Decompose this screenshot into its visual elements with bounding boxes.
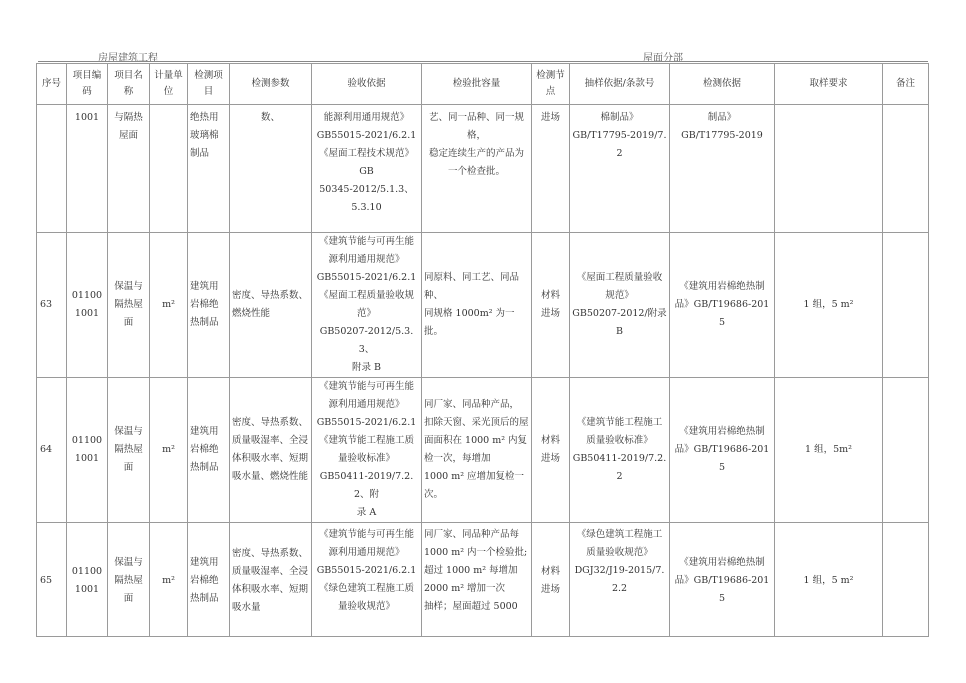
- cell-item: 建筑用 岩棉绝 热制品: [188, 378, 230, 523]
- col-header-seq: 序号: [37, 64, 67, 105]
- cell-node: 材料 进场: [532, 523, 570, 637]
- cell-seq: 64: [37, 378, 67, 523]
- cell-unit: m²: [150, 378, 188, 523]
- cell-code: 1001: [67, 105, 108, 233]
- cell-basis: 《建筑节能与可再生能 源利用通用规范》 GB55015-2021/6.2.1 《屋面工程质量验收规 范》 GB50207-2012/5.3.3、 附录 B: [312, 233, 422, 378]
- cell-note: [883, 105, 929, 233]
- cell-note: [883, 523, 929, 637]
- col-header-item: 检测项目: [188, 64, 230, 105]
- table-row: [37, 233, 929, 378]
- cell-code: 01100 1001: [67, 378, 108, 523]
- cell-node: 进场: [532, 105, 570, 233]
- cell-capacity: 同原料、同工艺、同品种、 同规格 1000m² 为一批。: [422, 233, 532, 378]
- col-header-note: 备注: [883, 64, 929, 105]
- cell-params: 密度、导热系数、 质量吸湿率、全浸 体积吸水率、短期 吸水量、燃烧性能: [230, 378, 312, 523]
- cell-requirement: [775, 105, 883, 233]
- col-header-method: 检测依据: [670, 64, 775, 105]
- cell-seq: [37, 105, 67, 233]
- document-section-title: 房屋建筑工程: [98, 53, 158, 64]
- col-header-capacity: 检验批容量: [422, 64, 532, 105]
- cell-basis: 《建筑节能与可再生能 源利用通用规范》 GB55015-2021/6.2.1 《绿色建筑工程施工质 量验收规范》: [312, 523, 422, 637]
- cell-method: 制品》 GB/T17795-2019: [670, 105, 775, 233]
- table-row: [37, 105, 929, 233]
- cell-sampling: 棉制品》 GB/T17795-2019/7. 2: [570, 105, 670, 233]
- col-header-sampling: 抽样依据/条款号: [570, 64, 670, 105]
- cell-params: 数、: [230, 105, 312, 233]
- table-row: [37, 523, 929, 637]
- cell-basis: 能源利用通用规范》 GB55015-2021/6.2.1 《屋面工程技术规范》 GB 50345-2012/5.1.3、 5.3.10: [312, 105, 422, 233]
- col-header-unit: 计量单位: [150, 64, 188, 105]
- cell-name: 保温与 隔热屋 面: [108, 378, 150, 523]
- cell-seq: 65: [37, 523, 67, 637]
- cell-seq: 63: [37, 233, 67, 378]
- cell-method: 《建筑用岩棉绝热制 品》GB/T19686-2015: [670, 523, 775, 637]
- cell-sampling: 《绿色建筑工程施工 质量验收规范》 DGJ32/J19-2015/7. 2.2: [570, 523, 670, 637]
- col-header-node: 检测节点: [532, 64, 570, 105]
- cell-capacity: 艺、同一品种、同一规格， 稳定连续生产的产品为 一个检查批。: [422, 105, 532, 233]
- cell-unit: m²: [150, 523, 188, 637]
- cell-name: 与隔热 屋面: [108, 105, 150, 233]
- cell-requirement: 1 组，5 m²: [775, 233, 883, 378]
- col-header-basis: 验收依据: [312, 64, 422, 105]
- cell-requirement: 1 组，5 m²: [775, 523, 883, 637]
- cell-note: [883, 378, 929, 523]
- cell-sampling: 《屋面工程质量验收 规范》 GB50207-2012/附录 B: [570, 233, 670, 378]
- cell-name: 保温与 隔热屋 面: [108, 233, 150, 378]
- col-header-params: 检测参数: [230, 64, 312, 105]
- cell-item: 建筑用 岩棉绝 热制品: [188, 233, 230, 378]
- document-subsection-title: 屋面分部: [643, 53, 683, 64]
- cell-requirement: 1 组，5m²: [775, 378, 883, 523]
- cell-capacity: 同厂家、同品种产品， 扣除天窗、采光顶后的屋 面面积在 1000 m² 内复 检一次，每增加 1000 m² 应增加复检一次。: [422, 378, 532, 523]
- cell-node: 材料 进场: [532, 233, 570, 378]
- cell-node: 材料 进场: [532, 378, 570, 523]
- cell-unit: m²: [150, 233, 188, 378]
- cell-method: 《建筑用岩棉绝热制 品》GB/T19686-2015: [670, 378, 775, 523]
- cell-item: 建筑用 岩棉绝 热制品: [188, 523, 230, 637]
- col-header-code: 项目编码: [67, 64, 108, 105]
- cell-params: 密度、导热系数、 质量吸湿率、全浸 体积吸水率、短期 吸水量: [230, 523, 312, 637]
- inspection-table: [36, 63, 929, 637]
- cell-code: 01100 1001: [67, 523, 108, 637]
- header-rule: [38, 61, 928, 62]
- cell-code: 01100 1001: [67, 233, 108, 378]
- cell-note: [883, 233, 929, 378]
- col-header-name: 项目名称: [108, 64, 150, 105]
- cell-unit: [150, 105, 188, 233]
- cell-basis: 《建筑节能与可再生能 源利用通用规范》 GB55015-2021/6.2.1 《建筑节能工程施工质 量验收标准》 GB50411-2019/7.2.2、附 录 A: [312, 378, 422, 523]
- cell-capacity: 同厂家、同品种产品每 1000 m² 内一个检验批; 超过 1000 m² 每增加 2000 m² 增加一次 抽样；屋面超过 5000: [422, 523, 532, 637]
- col-header-requirement: 取样要求: [775, 64, 883, 105]
- cell-params: 密度、导热系数、 燃烧性能: [230, 233, 312, 378]
- cell-sampling: 《建筑节能工程施工 质量验收标准》 GB50411-2019/7.2. 2: [570, 378, 670, 523]
- table-header-row: [37, 64, 929, 105]
- cell-item: 绝热用 玻璃棉 制品: [188, 105, 230, 233]
- cell-method: 《建筑用岩棉绝热制 品》GB/T19686-2015: [670, 233, 775, 378]
- table-row: [37, 378, 929, 523]
- cell-name: 保温与 隔热屋 面: [108, 523, 150, 637]
